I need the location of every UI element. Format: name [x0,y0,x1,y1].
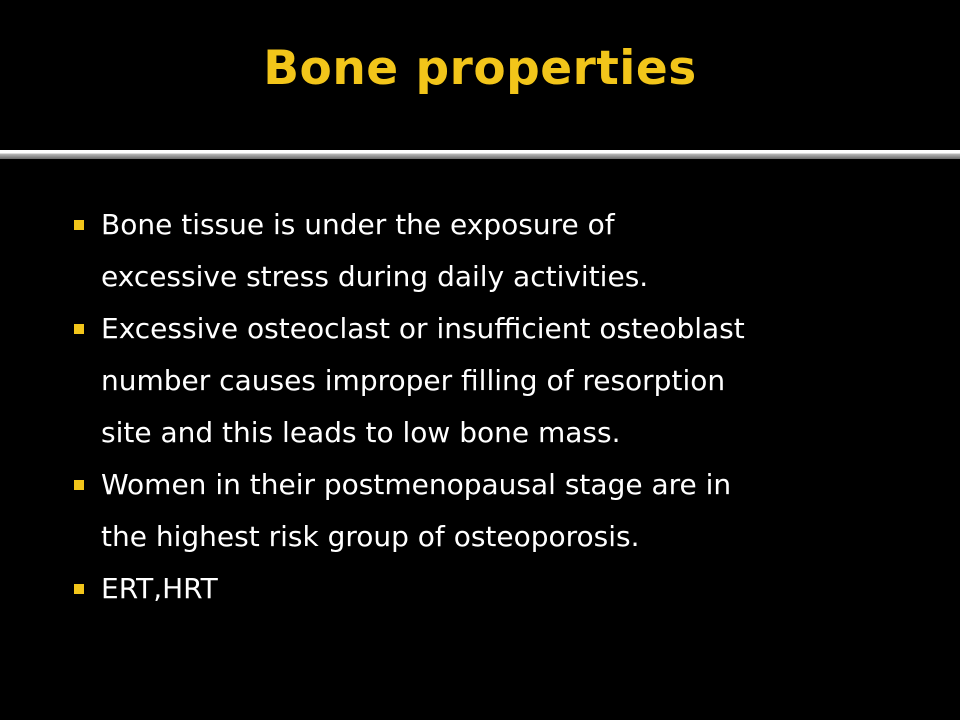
bullet-item [72,563,932,615]
title-bar [0,0,960,150]
title-divider [0,150,960,159]
bullet-list [72,199,932,615]
bullet-text-line: Bone tissue is under the exposure of [101,208,615,241]
slide-content [0,159,960,720]
square-bullet-icon [74,220,84,230]
bullet-text-line: the highest risk group of osteoporosis. [101,520,640,553]
bullet-text-line: Women in their postmenopausal stage are in [101,468,732,501]
square-bullet-icon [74,324,84,334]
square-bullet-icon [74,480,84,490]
bullet-text-line: number causes improper filling of resorption [101,364,726,397]
bullet-item [72,303,932,459]
bullet-text-line: excessive stress during daily activities. [101,260,649,293]
bullet-text-line: ERT,HRT [101,572,218,605]
bullet-item [72,459,932,563]
square-bullet-icon [74,584,84,594]
slide-title: Bone properties [263,40,697,96]
bullet-text-line: site and this leads to low bone mass. [101,416,621,449]
bullet-item [72,199,932,303]
bullet-text-line: Excessive osteoclast or insufficient osteoblast [101,312,745,345]
